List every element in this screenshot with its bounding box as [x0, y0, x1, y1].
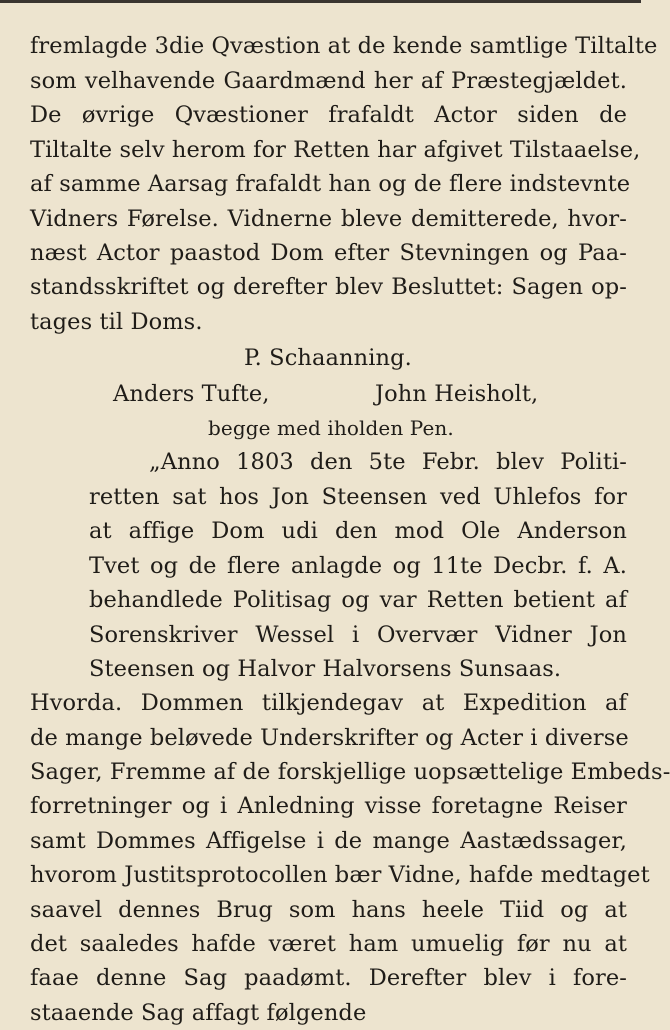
- text-line: fremlagde 3die Qvæstion at de kende samtlige Tiltalte: [30, 33, 658, 59]
- text-line: Sorenskriver Wessel i Overvær Vidner Jon: [89, 622, 627, 648]
- text-line: saavel dennes Brug som hans heele Tiid og at: [30, 897, 627, 923]
- text-line: det saaledes hafde været ham umuelig før nu at: [30, 931, 627, 957]
- text-line: retten sat hos Jon Steensen ved Uhlefos for: [89, 484, 627, 510]
- text-line: de mange beløvede Underskrifter og Acter i diverse: [30, 725, 629, 751]
- text-line: Vidners Førelse. Vidnerne bleve demitterede, hvor-: [30, 206, 627, 232]
- text-line: De øvrige Qvæstioner frafaldt Actor siden de: [30, 102, 627, 128]
- text-line: Tiltalte selv herom for Retten har afgivet Tilstaaelse,: [30, 137, 641, 163]
- text-line: at affige Dom udi den mod Ole Anderson: [89, 518, 627, 544]
- text-line: staaende Sag affagt følgende: [30, 1000, 367, 1026]
- text-line: Steensen og Halvor Halvorsens Sunsaas.: [89, 656, 562, 682]
- text-line: Sager, Fremme af de forskjellige uopsættelige Embeds-: [30, 759, 670, 785]
- text-line: Tvet og de flere anlagde og 11te Decbr. f. A.: [89, 553, 627, 579]
- text-line: af samme Aarsag frafaldt han og de flere indstevnte: [30, 171, 631, 197]
- text-line: „Anno 1803 den 5te Febr. blev Politi-: [149, 449, 627, 475]
- text-line: hvorom Justitsprotocollen bær Vidne, hafde medtaget: [30, 862, 650, 888]
- text-line: Hvorda. Dommen tilkjendegav at Expedition af: [30, 690, 627, 716]
- text-line: tages til Doms.: [30, 309, 203, 335]
- text-line: behandlede Politisag og var Retten betient af: [89, 587, 627, 613]
- text-line: som velhavende Gaardmænd her af Præstegjældet.: [30, 68, 627, 94]
- text-line: samt Dommes Affigelse i de mange Aastædssager,: [30, 828, 627, 854]
- witness-signature: Anders Tufte,: [113, 381, 270, 407]
- text-line: standsskriftet og derefter blev Besluttet: Sagen op-: [30, 274, 627, 300]
- signature-note: begge med iholden Pen.: [208, 416, 454, 440]
- judge-signature: P. Schaanning.: [244, 345, 412, 371]
- witness-signature: John Heisholt,: [375, 381, 539, 407]
- text-line: faae denne Sag paadømt. Derefter blev i fore-: [30, 965, 627, 991]
- text-line: næst Actor paastod Dom efter Stevningen og Paa-: [30, 240, 627, 266]
- text-line: forretninger og i Anledning visse foretagne Reiser: [30, 793, 627, 819]
